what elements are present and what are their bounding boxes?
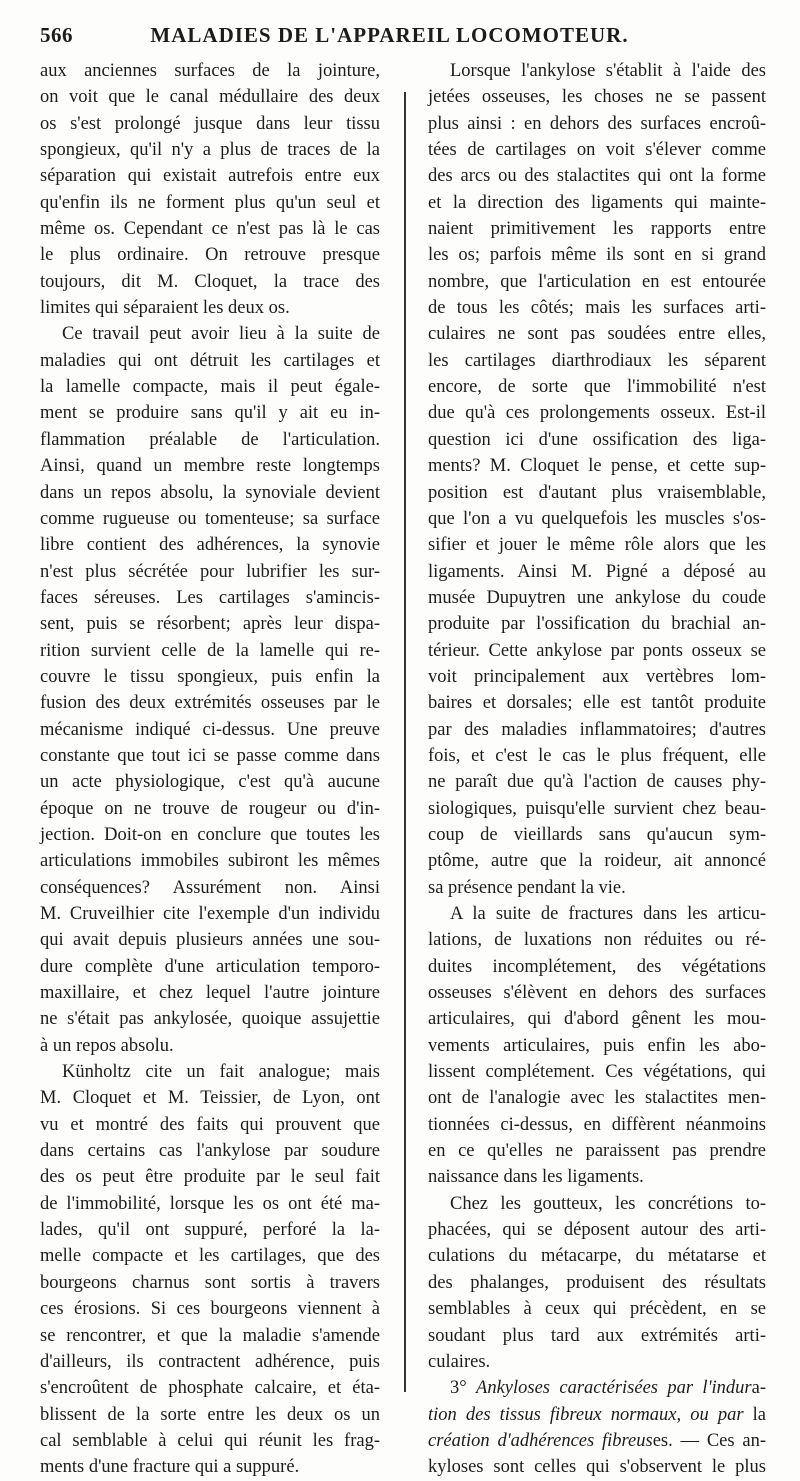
text-line: spongieux, qu'il n'y a plus de traces de la [40,140,380,161]
text-line: siologiques, puisqu'elle survient chez beau- [428,798,766,819]
text-line: conséquences? Assurément non. Ainsi [40,877,380,898]
text-line: sifier et jouer le même rôle alors que les [428,535,766,556]
right-column [428,58,766,1478]
text-line: flammation préalable de l'articulation. [40,429,380,450]
text-line: voit principalement aux vertèbres lom- [428,666,766,687]
text-line: libre contient des adhérences, la synovie [40,535,380,556]
text-line: fois, et c'est le cas le plus fréquent, elle [428,745,766,766]
text-line: position est d'autant plus vraisemblable, [428,482,766,503]
text-line: comme rugueuse ou tomenteuse; sa surface [40,508,380,529]
text-line: culaires ne sont pas soudées entre elles, [428,324,766,345]
text-line: ne paraît due qu'à l'action de causes phy- [428,772,766,793]
text-line: vu et montré des faits qui prouvent que [40,1114,380,1135]
text-line: les os; parfois même ils sont en si grand [428,245,766,266]
text-line: Lorsque l'ankylose s'établit à l'aide des [450,61,766,81]
text-line: maladies qui ont détruit les cartilages et [40,350,380,371]
text-line: tionnées ci-dessus, en diffèrent néanmoins [428,1114,766,1135]
text-line: un acte physiologique, c'est qu'à aucune [40,772,380,793]
text-line: nombre, que l'articulation en est entourée [428,271,766,292]
text-line: maxillaire, et chez lequel l'autre jointure [40,983,380,1004]
text-line: naissance dans les ligaments. [428,1167,644,1188]
text-line: sent, puis se résorbent; après leur dispa- [40,614,380,635]
text-line: des phalanges, produisent des résultats [428,1272,766,1293]
text-line: les cartilages diarthrodiaux les séparent [428,350,766,371]
text-line: lissent complétement. Ces végétations, qui [428,1062,766,1083]
text-line: couvre le tissu spongieux, puis enfin la [40,666,380,687]
text-line: plus ainsi : en dehors des surfaces encroû- [428,113,766,134]
text-line: ont de l'analogie avec les stalactites men- [428,1088,766,1109]
text-line: sa présence pendant la vie. [428,877,626,898]
text-line: ligaments. Ainsi M. Pigné a déposé au [428,561,766,582]
text-line: M. Cloquet et M. Teissier, de Lyon, ont [40,1088,380,1109]
page-header [40,8,762,48]
text-line: encore, de sorte que l'immobilité n'est [428,377,766,398]
text-line: lades, qu'il ont suppuré, perforé la la- [40,1220,380,1241]
text-line: qui avait depuis plusieurs années une sou- [40,930,380,951]
text-line: dure complète d'une articulation temporo- [40,956,380,977]
text-line: question ici d'une ossification des liga- [428,429,766,450]
text-line: baires et dorsales; elle est tantôt produite [428,693,766,714]
text-line: articulaires, qui d'abord gênent les mou- [428,1009,766,1030]
text-line: par des maladies inflammatoires; d'autres [428,719,766,740]
text-line: coup de vieillards sans qu'aucun sym- [428,824,766,845]
text-line: culaires. [428,1351,491,1372]
text-line: semblables à ceux qui précèdent, en se [428,1299,766,1320]
text-line: jetées osseuses, les choses ne se passent [428,87,766,108]
text-line: rition survient celle de la lamelle qui re- [40,640,380,661]
text-line: se rencontrer, et que la maladie s'amende [40,1325,380,1346]
text-line: toujours, dit M. Cloquet, la trace des [40,271,380,292]
text-line: ments? M. Cloquet le pense, et cette sup- [428,456,766,477]
text-line: on voit que le canal médullaire des deux [40,87,380,108]
text-line: Künholtz cite un fait analogue; mais [62,1062,380,1083]
text-line: vements articulaires, puis enfin les abo- [428,1035,766,1056]
text-line: jection. Doit-on en conclure que toutes les [40,824,380,845]
text-line: des os peut être produite par le seul fait [40,1167,380,1188]
text-line: aux anciennes surfaces de la jointure, [40,61,380,81]
text-line: kyloses sont celles qui s'observent le plus [428,1457,766,1478]
text-line: le plus ordinaire. On retrouve presque [40,245,380,266]
text-line: Ainsi, quand un membre reste longtemps [40,456,380,477]
text-line: ne s'était pas ankylosée, quoique assujettie [40,1009,380,1030]
text-line: térieur. Cette ankylose par ponts osseux se [428,640,766,661]
text-line: en ce qu'elles ne paraissent pas prendre [428,1141,766,1162]
text-line: naient primitivement les rapports entre [428,219,766,240]
text-line: des arcs ou des stalactites qui ont la forme [428,166,766,187]
text-line: d'ailleurs, ils contractent adhérence, puis [40,1351,380,1372]
text-line: Chez les goutteux, les concrétions to- [450,1193,766,1214]
text-line: s'encroûtent de phosphate calcaire, et éta- [40,1378,380,1399]
text-line: due qu'à ces prolongements osseux. Est-il [428,403,766,424]
running-head: MALADIES DE L'APPAREIL LOCOMOTEUR. [150,23,629,47]
text-line: qu'enfin ils ne forment plus qu'un seul et [40,192,380,213]
text-line: création d'adhérences fibreuses. — Ces an- [428,1430,766,1451]
text-line: dans certains cas l'ankylose par soudure [40,1141,380,1162]
text-line: musée Dupuytren une ankylose du coude [428,587,766,608]
text-line: os s'est prolongé jusque dans leur tissu [40,113,380,134]
text-line: faces séreuses. Les cartilages s'amincis- [40,587,380,608]
text-line: ces érosions. Si ces bourgeons viennent à [40,1299,380,1320]
text-line: fusion des deux extrémités osseuses par le [40,693,380,714]
text-line: la lamelle compacte, mais il peut égale- [40,377,380,398]
text-line: et la direction des ligaments qui mainte- [428,192,766,213]
text-line: produite par l'ossification du brachial an- [428,614,766,635]
text-line: blissent de la sorte entre les deux os un [40,1404,380,1425]
text-line: M. Cruveilhier cite l'exemple d'un individu [40,904,380,924]
text-line: n'est plus sécrétée pour lubrifier les sur- [40,561,380,582]
text-line: même os. Cependant ce n'est pas là le cas [40,219,380,240]
text-line: osseuses s'élèvent en dehors des surfaces [428,983,766,1004]
text-line: tées de cartilages on voit s'élever comme [428,140,766,161]
text-line: que l'on a vu quelquefois les muscles s'os- [428,508,766,529]
text-line: époque on ne trouve de rougeur ou d'in- [40,798,380,819]
text-line: limites qui séparaient les deux os. [40,298,290,319]
text-line: ments d'une fracture qui a suppuré. [40,1457,300,1478]
text-line: lations, de luxations non réduites ou ré- [428,930,766,951]
text-line: culations du métacarpe, du métatarse et [428,1246,766,1267]
text-line: bourgeons charnus sont sortis à travers [40,1272,380,1293]
text-line: cal semblable à celui qui réunit les frag- [40,1430,380,1451]
text-line: de l'immobilité, lorsque les os ont été ma- [40,1193,380,1214]
text-line: constante que tout ici se passe comme dans [40,745,380,766]
text-line: 3° Ankyloses caractérisées par l'indura- [450,1378,766,1399]
text-line: séparation qui existait autrefois entre eux [40,166,380,187]
text-line: duites incomplétement, des végétations [428,956,766,977]
text-line: de tous les côtés; mais les surfaces arti- [428,298,766,319]
text-line: Ce travail peut avoir lieu à la suite de [62,324,380,345]
text-line: soudant plus tard aux extrémités arti- [428,1325,766,1346]
text-line: phacées, qui se déposent autour des arti- [428,1220,766,1241]
text-line: dans un repos absolu, la synoviale devient [40,482,380,503]
left-column [40,58,380,1478]
text-line: ment se produire sans qu'il y ait eu in- [40,403,380,424]
page-number: 566 [40,23,73,47]
column-divider [404,92,406,1392]
text-line: à un repos absolu. [40,1035,174,1056]
text-line: melle compacte et les cartilages, que des [40,1246,380,1267]
text-line: articulations immobiles subiront les mêmes [40,851,380,872]
text-line: A la suite de fractures dans les articu- [450,904,766,924]
text-line: ptôme, autre que la roideur, ait annoncé [428,851,766,872]
text-line: tion des tissus fibreux normaux, ou par la [428,1404,766,1425]
text-line: mécanisme indiqué ci-dessus. Une preuve [40,719,380,740]
